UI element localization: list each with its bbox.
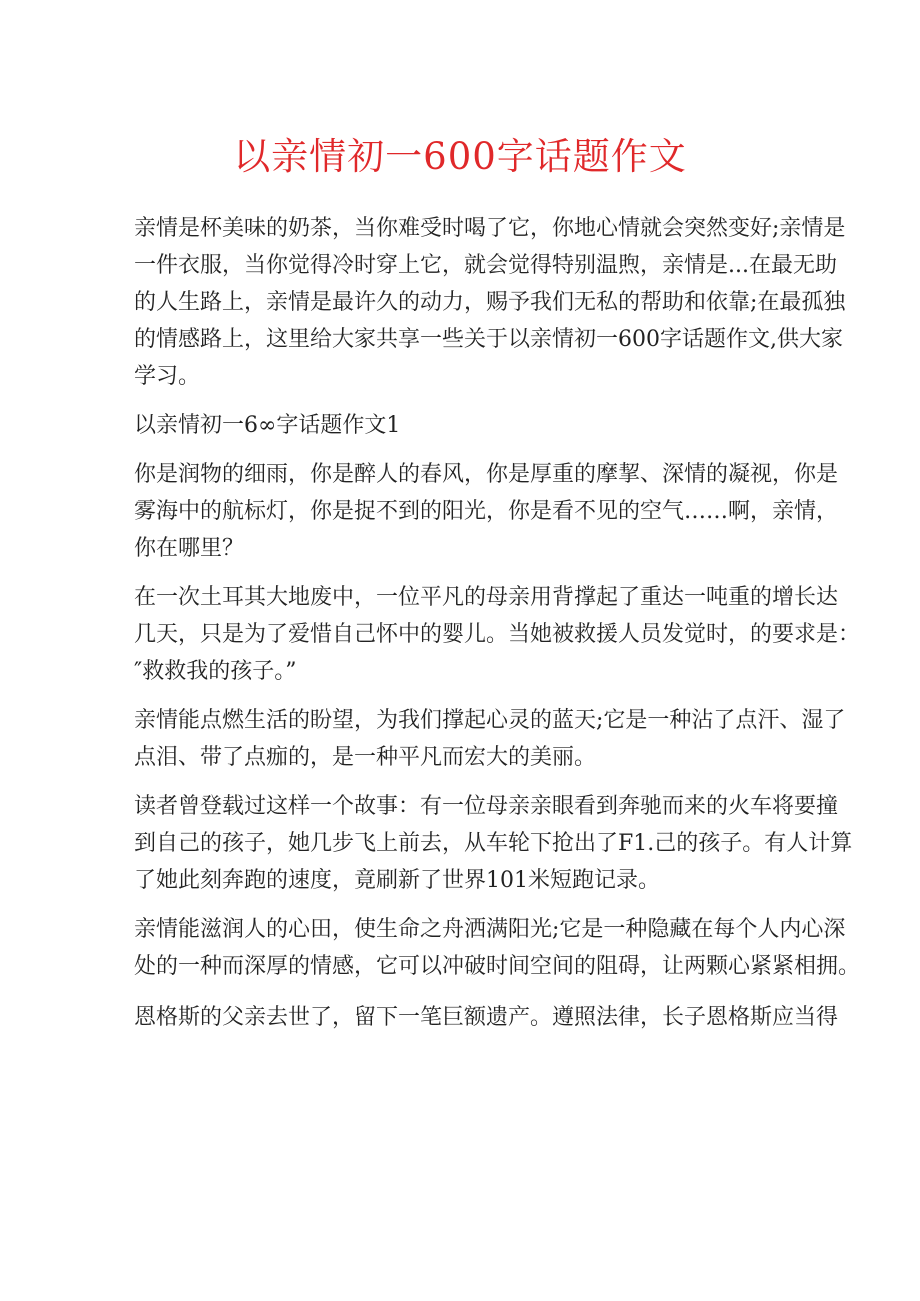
text-line: 恩格斯的父亲去世了，留下一笔巨额遗产。遵照法律，长子恩格斯应当得 bbox=[134, 1005, 839, 1030]
text-line: 雾海中的航标灯，你是捉不到的阳光，你是看不见的空气……啊，亲情， bbox=[134, 499, 839, 524]
paragraph bbox=[134, 702, 846, 776]
text-line: 学习。 bbox=[134, 364, 201, 389]
text-line: 的情感路上，这里给大家共享一些关于以亲情初一600字话题作文,供大家 bbox=[134, 327, 843, 352]
section-heading-text: 以亲情初一6∞字话题作文1 bbox=[134, 413, 401, 438]
paragraph bbox=[134, 579, 861, 690]
text-line: 几天，只是为了爱惜自己怀中的婴儿。当她被救援人员发觉时，的要求是： bbox=[134, 622, 861, 647]
paragraph bbox=[134, 788, 853, 899]
document-title: 以亲情初一600字话题作文 bbox=[233, 135, 687, 178]
paragraph bbox=[134, 999, 839, 1036]
text-line: 的人生路上，亲情是最许久的动力，赐予我们无私的帮助和依靠;在最孤独 bbox=[134, 290, 846, 315]
text-line: 你是润物的细雨，你是醉人的春风，你是厚重的摩挈、深情的凝视，你是 bbox=[134, 462, 839, 487]
text-line: 一件衣服，当你觉得冷时穿上它，就会觉得特别温煦，亲情是...在最无助 bbox=[134, 253, 837, 278]
text-line: 亲情能点燃生活的盼望，为我们撑起心灵的蓝天;它是一种沾了点汗、湿了 bbox=[134, 708, 846, 733]
text-line: 到自己的孩子，她几步飞上前去，从车轮下抢出了F1.己的孩子。有人计算 bbox=[134, 831, 853, 856]
text-line: 了她此刻奔跑的速度，竟刷新了世界101米短跑记录。 bbox=[134, 868, 660, 893]
paragraph bbox=[134, 456, 839, 567]
text-line: 亲情能滋润人的心田，使生命之舟洒满阳光;它是一种隐藏在每个人内心深 bbox=[134, 917, 846, 942]
text-line: 你在哪里？ bbox=[134, 536, 245, 561]
text-line: 点泪、带了点痂的，是一种平凡而宏大的美丽。 bbox=[134, 745, 597, 770]
paragraph-intro bbox=[134, 210, 846, 395]
text-line: 亲情是杯美味的奶茶，当你难受时喝了它，你地心情就会突然变好;亲情是 bbox=[134, 216, 846, 241]
text-line: ″救救我的孩子。” bbox=[134, 659, 297, 684]
paragraph bbox=[134, 911, 861, 985]
section-heading bbox=[134, 407, 796, 444]
document-body bbox=[134, 210, 861, 1048]
text-line: 在一次土耳其大地废中，一位平凡的母亲用背撑起了重达一吨重的增长达 bbox=[134, 585, 839, 610]
text-line: 读者曾登载过这样一个故事：有一位母亲亲眼看到奔驰而来的火车将要撞 bbox=[134, 794, 839, 819]
text-line: 处的一种而深厚的情感，它可以冲破时间空间的阻碍，让两颗心紧紧相拥。 bbox=[134, 954, 861, 979]
